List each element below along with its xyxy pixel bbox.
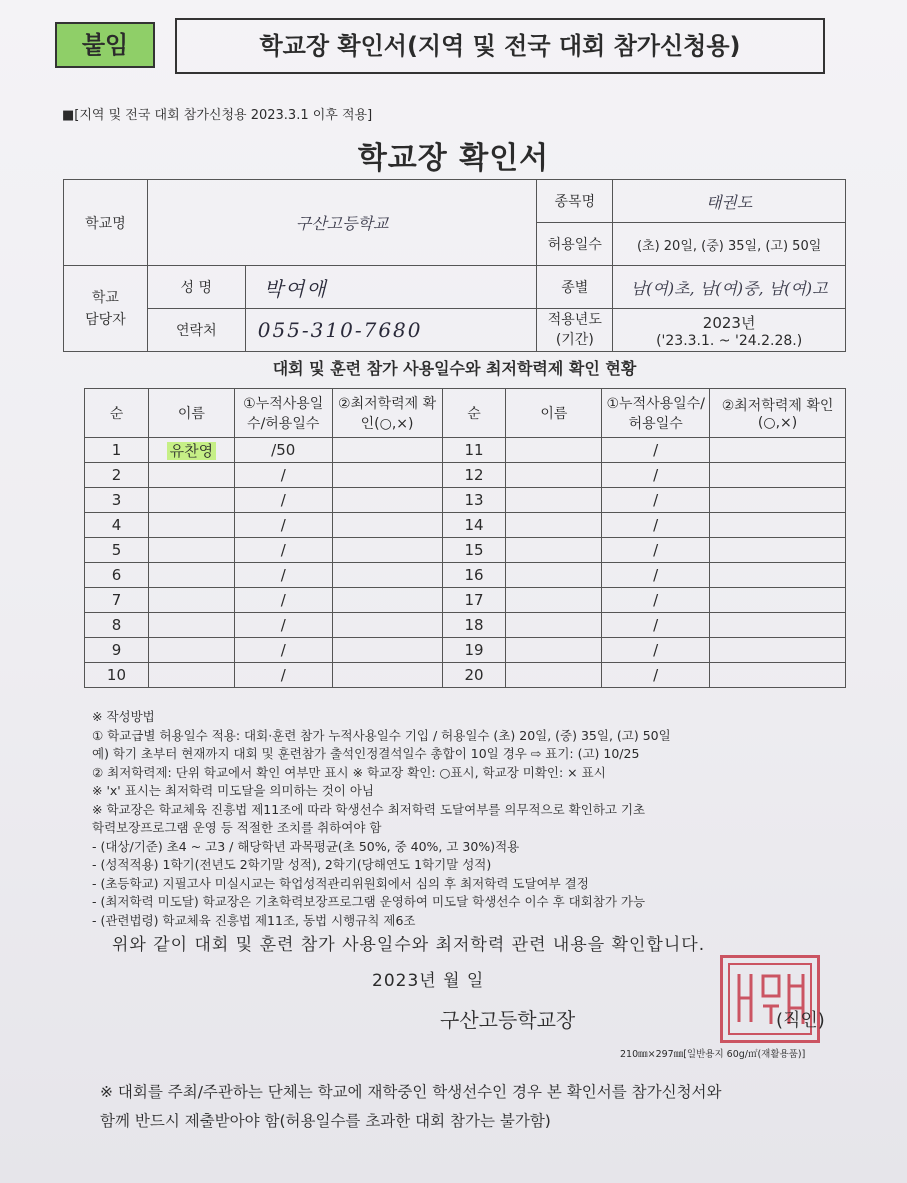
roster-min	[710, 538, 846, 563]
category-value: 남(여)초, 남(여)중, 남(여)고	[613, 266, 846, 309]
roster-min	[710, 663, 846, 688]
roster-no: 3	[85, 488, 149, 513]
roster-row	[85, 613, 846, 638]
roster-no: 1	[85, 438, 149, 463]
roster-days: /	[602, 463, 710, 488]
category-label: 종별	[537, 266, 613, 309]
roster-days: /	[602, 488, 710, 513]
roster-row	[85, 513, 846, 538]
roster-min	[710, 613, 846, 638]
roster-name	[148, 463, 234, 488]
roster-name	[148, 538, 234, 563]
name-value: 박여애	[245, 266, 537, 309]
submission-note-line-2: 함께 반드시 제출받아야 함(허용일수를 초과한 대회 참가는 불가함)	[100, 1112, 551, 1130]
roster-no: 2	[85, 463, 149, 488]
instruction-line: ② 최저학력제: 단위 학교에서 확인 여부만 표시 ※ 학교장 확인: ○표시, 학교장 미확인: × 표시	[92, 764, 606, 780]
roster-name	[506, 463, 602, 488]
roster-name	[148, 638, 234, 663]
year-cell	[613, 309, 846, 352]
seq-header-left: 순	[85, 389, 149, 438]
roster-row	[85, 488, 846, 513]
seal-label: (직인)	[776, 1010, 825, 1031]
roster-row	[85, 638, 846, 663]
roster-min	[332, 663, 442, 688]
roster-no: 10	[85, 663, 149, 688]
roster-row	[85, 538, 846, 563]
name-header-right: 이름	[506, 389, 602, 438]
year-label: 적용년도 (기간)	[537, 309, 613, 352]
seq-header-right: 순	[442, 389, 506, 438]
roster-name	[148, 438, 234, 463]
roster-days: /	[602, 638, 710, 663]
roster-name	[506, 613, 602, 638]
sport-label: 종목명	[537, 180, 613, 223]
instruction-line: 학력보장프로그램 운영 등 적절한 조치를 취하여야 함	[92, 820, 382, 835]
roster-no: 18	[442, 613, 506, 638]
instruction-line: ① 학교급별 허용일수 적용: 대회·훈련 참가 누적사용일수 기입 / 허용일수 (초) 20일, (중) 35일, (고) 50일	[92, 727, 671, 743]
roster-name	[506, 438, 602, 463]
roster-min	[332, 563, 442, 588]
roster-days: /	[602, 438, 710, 463]
roster-days: /	[234, 563, 332, 588]
days-header-right: ①누적사용일수/허용일수	[602, 389, 710, 438]
roster-name	[506, 488, 602, 513]
allowed-days-value: (초) 20일, (중) 35일, (고) 50일	[613, 223, 846, 266]
roster-days: /	[602, 588, 710, 613]
roster-min	[710, 588, 846, 613]
roster-row	[85, 588, 846, 613]
roster-name	[148, 563, 234, 588]
instruction-line: - (최저학력 미도달) 학교장은 기초학력보장프로그램 운영하여 미도달 학생선수 이수 후 대회참가 가능	[92, 894, 646, 909]
contact-label: 연락처	[147, 309, 245, 352]
roster-days: /	[234, 513, 332, 538]
roster-name	[506, 588, 602, 613]
roster-no: 8	[85, 613, 149, 638]
roster-name	[506, 663, 602, 688]
submission-note-line-1: ※ 대회를 주최/주관하는 단체는 학교에 재학중인 학생선수인 경우 본 확인서를 참가신청서와	[100, 1083, 722, 1101]
roster-min	[332, 488, 442, 513]
roster-min	[332, 538, 442, 563]
roster-name	[506, 563, 602, 588]
roster-no: 9	[85, 638, 149, 663]
roster-min	[332, 438, 442, 463]
instruction-line: 예) 학기 초부터 현재까지 대회 및 훈련참가 출석인정결석일수 총합이 10일 경우 ⇨ 표기: (고) 10/25	[92, 746, 640, 761]
roster-days: /	[602, 663, 710, 688]
roster-days: /	[234, 638, 332, 663]
manager-label: 학교 담당자	[64, 266, 148, 352]
application-note: ■[지역 및 전국 대회 참가신청용 2023.3.1 이후 적용]	[62, 108, 373, 123]
roster-min	[332, 638, 442, 663]
roster-name	[506, 538, 602, 563]
instruction-line: - (성적적용) 1학기(전년도 2학기말 성적), 2학기(당해연도 1학기말 성적)	[92, 857, 492, 872]
header-title: 학교장 확인서(지역 및 전국 대회 참가신청용)	[175, 18, 825, 74]
submission-note	[100, 1078, 721, 1136]
sport-value: 태권도	[613, 180, 846, 223]
roster-days: /	[602, 538, 710, 563]
roster-no: 5	[85, 538, 149, 563]
roster-table	[84, 388, 846, 688]
school-name-value: 구산고등학교	[147, 180, 536, 266]
roster-min	[710, 463, 846, 488]
name-label: 성 명	[147, 266, 245, 309]
roster-no: 13	[442, 488, 506, 513]
roster-days: /	[234, 588, 332, 613]
school-info-table	[63, 179, 846, 352]
min-header-left: ②최저학력제 확인(○,×)	[332, 389, 442, 438]
roster-name	[148, 488, 234, 513]
school-name-label: 학교명	[64, 180, 148, 266]
roster-row	[85, 438, 846, 463]
roster-days: /	[602, 613, 710, 638]
roster-min	[332, 613, 442, 638]
instruction-line: ※ 'x' 표시는 최저학력 미도달을 의미하는 것이 아님	[92, 783, 374, 798]
roster-days: /	[602, 513, 710, 538]
roster-min	[710, 438, 846, 463]
instruction-line: - (관련법령) 학교체육 진흥법 제11조, 동법 시행규칙 제6조	[92, 912, 416, 928]
instruction-line: ※ 작성방법	[92, 709, 155, 724]
roster-no: 12	[442, 463, 506, 488]
roster-row	[85, 663, 846, 688]
roster-title: 대회 및 훈련 참가 사용일수와 최저학력제 확인 현황	[272, 359, 637, 378]
allowed-days-label: 허용일수	[537, 223, 613, 266]
roster-name	[506, 638, 602, 663]
roster-no: 17	[442, 588, 506, 613]
attachment-header	[55, 18, 825, 74]
roster-days: /	[602, 563, 710, 588]
attachment-badge: 붙임	[55, 22, 155, 68]
confirmation-text: 위와 같이 대회 및 훈련 참가 사용일수와 최저학력 관련 내용을 확인합니다.	[112, 935, 706, 955]
roster-no: 11	[442, 438, 506, 463]
roster-row	[85, 463, 846, 488]
min-header-right: ②최저학력제 확인(○,×)	[710, 389, 846, 438]
roster-name	[148, 613, 234, 638]
roster-no: 6	[85, 563, 149, 588]
instruction-line: ※ 학교장은 학교체육 진흥법 제11조에 따라 학생선수 최저학력 도달여부를 의무적으로 확인하고 기초	[92, 801, 646, 817]
roster-min	[710, 488, 846, 513]
roster-days: /	[234, 463, 332, 488]
roster-no: 19	[442, 638, 506, 663]
days-header-left: ①누적사용일수/허용일수	[234, 389, 332, 438]
roster-row	[85, 563, 846, 588]
highlighted-student-name: 유찬영	[167, 442, 216, 460]
roster-min	[710, 638, 846, 663]
date-line: 2023년 월 일	[372, 971, 485, 991]
roster-min	[332, 513, 442, 538]
roster-name	[148, 588, 234, 613]
roster-name	[148, 663, 234, 688]
roster-days: /50	[234, 438, 332, 463]
instruction-line: - (초등학교) 지필고사 미실시교는 학업성적관리위원회에서 심의 후 최저학력 도달여부 결정	[92, 875, 589, 891]
roster-no: 16	[442, 563, 506, 588]
roster-days: /	[234, 538, 332, 563]
roster-days: /	[234, 488, 332, 513]
document-title: 학교장 확인서	[357, 141, 550, 176]
contact-value: 055-310-7680	[245, 309, 537, 352]
writing-instructions	[92, 708, 862, 930]
principal-name: 구산고등학교장	[440, 1008, 576, 1032]
roster-days: /	[234, 613, 332, 638]
roster-days: /	[234, 663, 332, 688]
roster-no: 20	[442, 663, 506, 688]
paper-size-note: 210㎜×297㎜[일반용지 60g/㎡(재활용품)]	[620, 1049, 806, 1060]
name-header-left: 이름	[148, 389, 234, 438]
year-value: 2023년	[702, 313, 756, 332]
roster-no: 7	[85, 588, 149, 613]
roster-min	[332, 463, 442, 488]
period-value: ('23.3.1. ~ '24.2.28.)	[656, 332, 803, 349]
roster-no: 4	[85, 513, 149, 538]
instruction-line: - (대상/기준) 초4 ~ 고3 / 해당학년 과목평균(초 50%, 중 40%, 고 30%)적용	[92, 838, 520, 854]
roster-no: 14	[442, 513, 506, 538]
roster-min	[710, 563, 846, 588]
roster-min	[710, 513, 846, 538]
roster-min	[332, 588, 442, 613]
roster-no: 15	[442, 538, 506, 563]
roster-name	[506, 513, 602, 538]
roster-name	[148, 513, 234, 538]
